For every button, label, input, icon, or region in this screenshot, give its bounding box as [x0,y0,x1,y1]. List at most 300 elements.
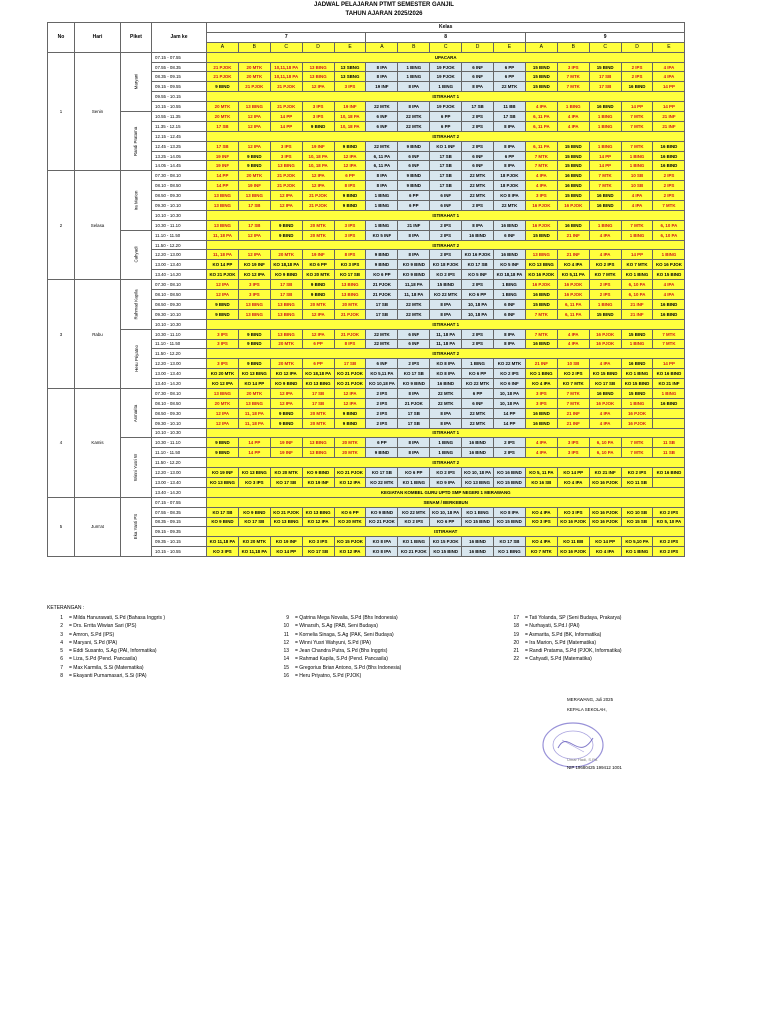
lesson-text: 21 PJOK [340,331,360,337]
lesson-text: 12 IPA [343,163,357,169]
lesson-cell [494,299,526,309]
lesson-cell [589,161,621,171]
lesson-cell [653,191,685,201]
lesson-text: 18 PJOK [500,173,519,179]
lesson-cell [589,141,621,151]
lesson-text: 13 BING [277,311,295,317]
lesson-text: 16 BIND [501,252,518,258]
time-slot: 09.35 - 10.15 [152,537,207,547]
lesson-cell [302,121,334,131]
lesson-text: KO 2 IPS [500,371,519,377]
lesson-text: 9 BIND [279,410,294,416]
lesson-text: 16 PJOK [596,331,615,337]
lesson-cell [366,398,398,408]
lesson-text: KO 12 IPA [339,549,361,555]
lesson-text: 16 PJOK [532,202,551,208]
lesson-cell [653,201,685,211]
lesson-text: KO 9 BIND [402,381,425,386]
lesson-text: 9 BIND [247,331,262,337]
lesson-text: 13 BING [277,301,295,307]
lesson-cell [207,418,239,428]
lesson-text: KO 3 IPS [563,509,583,515]
lesson-text: KO 6 PP [373,272,391,278]
lesson-text: 22 MTK [469,183,486,189]
lesson-cell [398,329,430,339]
lesson-text: 11,18 PA [404,282,423,288]
lesson-text: 17 SB [599,84,612,90]
lesson-text: 2 IPS [472,123,483,129]
lesson-text: 6 PP [409,202,419,208]
lesson-text: KO 13 BING [241,470,267,476]
lesson-cell [302,171,334,181]
lesson-text: 16 BIND [660,400,678,406]
lesson-text: KO 1 BING [625,549,649,555]
lesson-text: 2 IPS [440,222,452,228]
header-row [48,23,685,33]
lesson-cell [207,220,239,230]
time-slot: 08.50 - 09.30 [152,191,207,201]
lesson-text: 14 PP [599,153,612,159]
lesson-text: 21 PJOK [277,183,296,189]
legend-item [60,664,165,672]
duty-teacher-name: Rahmad Kapila [133,289,139,320]
lesson-text: KO 2 IPS [436,470,455,476]
lesson-cell [621,468,653,478]
lesson-text: 13 BING [277,331,295,337]
lesson-text: 8 IPA [376,74,388,80]
lesson-text: 15 BIND [532,301,550,307]
lesson-cell [557,260,589,270]
lesson-cell [462,201,494,211]
break-bar: ISTIRAHAT [207,527,685,537]
lesson-text: 22 MTK [501,202,518,208]
lesson-text: 7 MTK [662,331,676,337]
lesson-cell [462,379,494,389]
lesson-text: KO 1 BING [498,549,521,555]
lesson-text: KO 12 IPA [275,371,297,377]
lesson-cell [494,388,526,398]
lesson-text: 11, 18 PA [212,232,232,238]
legend-text: = Tati Yolanda, SP (Seni Budaya, Prakarya) [525,615,622,621]
lesson-text: KO 1 BING [466,509,489,515]
lesson-cell [238,112,270,122]
lesson-text: 22 MTK [374,104,390,110]
lesson-text: 1 BING [438,450,453,456]
lesson-text: 7 MTK [566,84,580,90]
lesson-cell [207,230,239,240]
lesson-text: 16 BIND [660,311,678,317]
lesson-text: 7 MTK [598,183,612,189]
lesson-cell [270,161,302,171]
lesson-cell [621,161,653,171]
lesson-cell [366,191,398,201]
lesson-cell [525,220,557,230]
lesson-cell [302,299,334,309]
lesson-cell [270,468,302,478]
lesson-cell [334,181,366,191]
lesson-cell [430,151,462,161]
lesson-text: 4 IPA [567,113,579,119]
lesson-text: KO 2 IPS [563,371,583,377]
legend-item [60,647,165,655]
lesson-cell [525,369,557,379]
lesson-cell [430,270,462,280]
lesson-cell [398,468,430,478]
lesson-text: KO 21 PJOK [273,509,300,515]
lesson-cell [207,507,239,517]
lesson-cell [621,121,653,131]
lesson-text: KO 8 IPA [372,539,392,545]
day-number: 3 [48,280,75,389]
lesson-text: 8 IPA [472,84,483,90]
lesson-cell [398,398,430,408]
lesson-cell [462,448,494,458]
lesson-text: 17 SB [216,123,229,129]
lesson-cell [238,408,270,418]
lesson-text: 22 MTK [437,400,454,406]
lesson-text: KO 7 MTK [530,549,552,555]
lesson-text: 4 IPA [631,202,643,208]
lesson-text: 9 BIND [215,311,230,317]
lesson-cell [557,181,589,191]
legend-item [283,664,402,672]
legend-item [283,655,401,663]
break-bar: ISTIRAHAT 2 [207,458,685,468]
legend-number: 1 [60,615,63,621]
lesson-text: KO 9 IPA [436,479,455,485]
lesson-text: 9 BIND [374,450,390,456]
legend-item [283,672,401,680]
lesson-text: 21 INF [630,311,644,317]
lesson-cell [653,112,685,122]
col-no-header: No [48,23,75,53]
lesson-cell [238,388,270,398]
col-time-header: Jam ke [152,23,207,53]
lesson-text: 16 BIND [596,193,614,199]
time-slot: 08.50 - 09.30 [152,299,207,309]
duty-teacher [121,388,152,437]
lesson-text: KO 2 IPS [436,272,455,278]
lesson-cell [525,62,557,72]
lesson-text: KO 16 SB [531,479,552,485]
lesson-text: 15 BIND [596,64,614,70]
lesson-cell [334,388,366,398]
lesson-text: 6 INF [408,341,420,347]
lesson-cell [494,181,526,191]
lesson-cell [207,280,239,290]
time-slot: 07.15 - 07.55 [152,497,207,507]
lesson-cell [621,181,653,191]
legend-item [513,631,622,639]
lesson-cell [207,191,239,201]
lesson-cell [430,220,462,230]
lesson-cell [430,171,462,181]
lesson-text: 14 PP [503,420,516,426]
lesson-cell [430,161,462,171]
lesson-text: 6, 10 PA [628,291,646,297]
lesson-text: 8 IPA [376,183,388,189]
lesson-text: KO 15 PJOK [337,539,363,545]
lesson-cell [302,181,334,191]
lesson-text: 16 BIND [628,361,646,367]
lesson-cell [238,260,270,270]
lesson-text: KO 2 IPS [659,509,679,515]
lesson-text: 1 BING [597,113,613,119]
lesson-text: 7 MTK [566,74,580,80]
lesson-text: 14 PP [216,183,229,189]
lesson-cell [462,477,494,487]
lesson-cell [398,290,430,300]
lesson-text: 8 IPA [408,440,420,446]
lesson-text: 22 MTK [405,113,422,119]
lesson-cell [462,547,494,557]
lesson-text: KO 8 IPA [500,193,519,199]
lesson-cell [334,418,366,428]
lesson-cell [525,181,557,191]
lesson-text: 20 MTK [246,390,263,396]
lesson-cell [398,141,430,151]
lesson-cell [270,507,302,517]
lesson-cell [270,418,302,428]
duty-teacher [121,171,152,230]
duty-teacher [121,112,152,171]
lesson-text: 19 PJOK [436,64,455,70]
lesson-text: 9 BIND [215,301,230,307]
schedule-row [48,171,685,181]
lesson-text: 15 BIND [564,163,582,169]
lesson-cell [653,141,685,151]
lesson-text: 16 BIND [532,420,550,426]
lesson-text: 3 IPS [567,450,579,456]
lesson-text: KO 21 PJOK [400,549,427,555]
lesson-cell [494,230,526,240]
lesson-text: 17 SB [312,400,325,406]
lesson-text: 16 BIND [564,222,582,228]
lesson-cell [302,220,334,230]
lesson-cell [621,379,653,389]
lesson-cell [207,260,239,270]
lesson-text: 9 BIND [406,173,421,179]
class-header: E [334,42,366,52]
lesson-cell [525,309,557,319]
lesson-cell [238,290,270,300]
lesson-text: 17 SB [375,301,388,307]
lesson-cell [430,359,462,369]
lesson-text: 7 MTK [630,113,644,119]
lesson-text: 9 BIND [215,84,230,90]
lesson-text: KO 19 INF [275,539,297,545]
time-slot: 13.25 - 14.05 [152,151,207,161]
schedule-row [48,438,685,448]
lesson-cell [302,191,334,201]
time-slot: 09.30 - 10.10 [152,309,207,319]
lesson-cell [398,379,430,389]
lesson-cell [366,220,398,230]
lesson-text: 6 INF [376,123,388,129]
lesson-cell [270,290,302,300]
lesson-cell [207,537,239,547]
lesson-cell [621,270,653,280]
lesson-text: 12 IPA [279,390,293,396]
lesson-cell [525,141,557,151]
lesson-text: KO 20 MTK [274,470,298,476]
legend-text: = Drs. Errita Wiwian Sari (IPS) [69,623,137,630]
lesson-text: KO 3 IPS [245,479,264,485]
duty-teacher-name: Ira Marion [133,190,139,211]
lesson-cell [207,121,239,131]
duty-teacher-name: Maryani [133,74,139,90]
lesson-cell [653,309,685,319]
lesson-text: KO 17 SB [371,470,392,476]
lesson-text: KO 19 INF [243,262,265,268]
lesson-text: 12 IPA [279,400,293,406]
lesson-text: 6 PP [409,193,419,199]
lesson-text: 6 INF [472,163,483,169]
lesson-cell [589,270,621,280]
lesson-cell [270,220,302,230]
lesson-cell [398,507,430,517]
lesson-text: 11 BB [503,104,516,110]
lesson-text: 22 MTK [374,143,390,149]
lesson-text: KO 7 MTK [594,272,616,278]
lesson-text: KO 17 SB [276,479,297,485]
lesson-cell [238,280,270,290]
lesson-cell [207,408,239,418]
lesson-cell [462,329,494,339]
lesson-text: 16 BIND [660,143,678,149]
legend-number: 4 [60,639,63,646]
lesson-text: 21 PJOK [277,173,296,179]
lesson-cell [653,280,685,290]
lesson-cell [270,121,302,131]
lesson-text: 21 PJOK [213,64,232,70]
lesson-text: KO 4 IPA [564,479,583,485]
lesson-cell [238,151,270,161]
lesson-text: 6, 11 PA [564,311,582,317]
lesson-cell [525,82,557,92]
lesson-cell [653,507,685,517]
page-subtitle: TAHUN AJARAN 2025/2026 [345,11,423,17]
lesson-text: 19 INF [215,163,230,169]
lesson-text: 9 BIND [247,361,262,367]
lesson-text: KO 7 MTK [562,381,584,386]
lesson-cell [653,329,685,339]
legend-text: = Qatrina Mega Novalia, S.Pd (Bhs Indonesia) [295,615,398,621]
legend-item [513,622,622,630]
lesson-text: 20 MTK [310,222,326,228]
lesson-text: 6 PP [440,113,451,119]
lesson-text: 12 IPA [311,173,325,179]
lesson-text: 15 BIND [628,331,646,337]
lesson-text: 20 MTK [342,440,358,446]
lesson-cell [653,161,685,171]
duty-teacher [121,52,152,111]
legend-item [283,622,401,630]
lesson-text: 11, 18 PA [212,252,232,258]
lesson-cell [589,537,621,547]
lesson-cell [589,230,621,240]
time-slot: 12.15 - 12.45 [152,131,207,141]
lesson-cell [621,408,653,418]
lesson-text: KO 12 IPA [307,519,329,525]
lesson-cell [334,290,366,300]
lesson-text: 13 BING [213,193,231,199]
lesson-text: 14 PP [662,84,675,90]
lesson-text: 16 PJOK [627,410,647,416]
legend-text: = Kornelia Sinaga, S.Ag (PAK, Seni Budaya) [295,631,394,638]
lesson-text: 3 IPS [535,400,547,406]
lesson-text: 17 SB [375,311,388,317]
lesson-cell [430,250,462,260]
lesson-cell [430,102,462,112]
lesson-cell [653,270,685,280]
lesson-cell [366,260,398,270]
lesson-text: KO 3 IPS [308,539,328,545]
lesson-cell [334,151,366,161]
lesson-text: 6, 11 PA [373,153,391,159]
lesson-text: 16 BIND [469,450,486,456]
lesson-cell [589,290,621,300]
lesson-text: KO 13 BING [305,509,331,515]
legend-title: KETERANGAN : [47,605,85,611]
lesson-cell [589,82,621,92]
lesson-text: KO 14 PP [276,549,297,555]
lesson-text: 14 PP [662,104,675,110]
lesson-cell [589,220,621,230]
lesson-cell [430,379,462,389]
lesson-text: KO 5, 11 PA [529,470,554,476]
lesson-cell [494,339,526,349]
lesson-text: KO 22 MTK [497,361,522,367]
lesson-text: 17 SB [439,173,452,179]
lesson-text: KO 16 PJOK [528,272,555,278]
lesson-cell [398,82,430,92]
lesson-cell [302,517,334,527]
lesson-text: 6 PP [313,341,323,347]
lesson-cell [557,299,589,309]
legend-column [60,614,166,680]
time-slot: 10.30 - 11.10 [152,220,207,230]
lesson-cell [207,379,239,389]
lesson-text: 19 INF [215,153,230,159]
lesson-cell [653,171,685,181]
lesson-cell [398,112,430,122]
lesson-cell [238,181,270,191]
lesson-cell [207,102,239,112]
legend-number: 6 [60,656,63,663]
lesson-cell [621,507,653,517]
time-slot: 10.15 - 10.55 [152,547,207,557]
time-slot: 10.10 - 10.30 [152,319,207,329]
lesson-text: 2 IPS [376,400,388,406]
lesson-cell [270,339,302,349]
lesson-cell [430,398,462,408]
lesson-text: 13 BING [341,282,359,288]
lesson-text: KO 13 BING [465,479,491,485]
lesson-cell [557,280,589,290]
lesson-text: 13 BING [213,390,231,396]
lesson-text: 16 BIND [628,84,646,90]
lesson-cell [430,181,462,191]
lesson-text: 17 SB [248,222,261,228]
lesson-cell [494,418,526,428]
lesson-text: 13 BING [245,104,263,110]
lesson-text: KO 15 BIND [433,549,458,555]
lesson-text: 8 IPA [472,222,483,228]
lesson-text: 12 IPA [343,153,357,159]
legend-item [60,622,165,630]
lesson-text: 2 IPS [631,74,643,80]
